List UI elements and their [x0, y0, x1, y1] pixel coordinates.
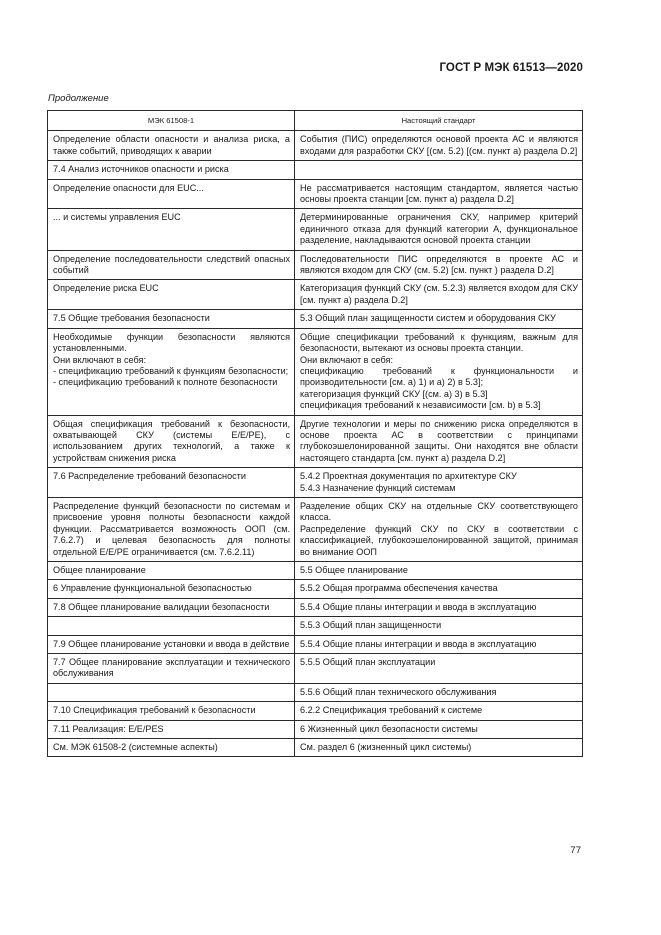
iec-cell: Определение риска EUC — [48, 280, 295, 310]
iec-cell: Необходимые функции безопасности являются установленными. Они включают в себя: - спецификацию требований к функциям безопасности; - спецификацию требований к полноте безопасности — [48, 328, 295, 415]
iec-cell: 7.9 Общее планирование установки и ввода в действие — [48, 635, 295, 653]
standard-cell: Общие спецификации требований к функциям, важным для безопасности, вытекают из основы проекта станции. Они включают в себя: спецификацию требований к функциональности и производительности [см. а) 1) и а) 2) в 5.3]; категоризация функций СКУ [(см. а) 3) в 5.3] спецификация требований к независимости [см. b) в 5.3] — [295, 328, 583, 415]
table-row — [48, 702, 583, 720]
standard-cell: Категоризация функций СКУ (см. 5.2.3) является входом для СКУ [см. пункт а) раздела D.2] — [295, 280, 583, 310]
table-row — [48, 562, 583, 580]
standard-cell: Другие технологии и меры по снижению риска определяются в основе проекта АС в соответствии с принципами глубокоэшелонированной защиты. Они находятся вне области настоящего стандарта [см. пункт а) раздела D.2] — [295, 415, 583, 468]
standard-cell: 6 Жизненный цикл безопасности системы — [295, 720, 583, 738]
iec-cell: Распределение функций безопасности по системам и присвоение уровня полноты безопасности каждой функции. Рассматривается возможность ООП (см. 7.6.2.7) и целевая безопасность для полноты отдельной E/E/PE ограничивается (см. 7.6.2.11) — [48, 497, 295, 561]
table-row — [48, 635, 583, 653]
standard-cell: 5.5 Общее планирование — [295, 562, 583, 580]
table-row — [48, 497, 583, 561]
iec-cell: 7.5 Общие требования безопасности — [48, 310, 295, 328]
continuation-label: Продолжение — [48, 93, 109, 104]
iec-cell — [48, 683, 295, 701]
iec-cell — [48, 617, 295, 635]
table-row — [48, 179, 583, 209]
iec-cell: ... и системы управления EUC — [48, 209, 295, 250]
iec-cell: Общее планирование — [48, 562, 295, 580]
standard-cell — [295, 161, 583, 179]
table-row — [48, 310, 583, 328]
table-row — [48, 683, 583, 701]
page-number: 77 — [570, 845, 581, 856]
comparison-table — [47, 110, 583, 757]
standard-cell: События (ПИС) определяются основой проекта АС и являются входами для разработки СКУ [(см. 5.2) [(см. пункт а) раздела D.2] — [295, 131, 583, 161]
table-header-row — [48, 111, 583, 131]
standard-cell: Разделение общих СКУ на отдельные СКУ соответствующего класса. Распределение функций СКУ по СКУ в соответствии с классификацией, глубокоэшелонированной защитой, принимая во внимание ООП — [295, 497, 583, 561]
table-row — [48, 209, 583, 250]
iec-cell: 7.7 Общее планирование эксплуатации и технического обслуживания — [48, 654, 295, 684]
iec-cell: См. МЭК 61508-2 (системные аспекты) — [48, 739, 295, 757]
table-row — [48, 580, 583, 598]
iec-cell: 7.6 Распределение требований безопасности — [48, 468, 295, 498]
table-row — [48, 720, 583, 738]
document-header: ГОСТ Р МЭК 61513—2020 — [439, 62, 583, 74]
table-row — [48, 161, 583, 179]
iec-cell: Определение области опасности и анализа риска, а также событий, приводящих к аварии — [48, 131, 295, 161]
standard-cell: 5.5.2 Общая программа обеспечения качества — [295, 580, 583, 598]
standard-cell: Детерминированные ограничения СКУ, например критерий единичного отказа для функций категории А, функциональное разделение, накладываются основой проекта станции — [295, 209, 583, 250]
table-row — [48, 739, 583, 757]
standard-cell: 5.5.6 Общий план технического обслуживания — [295, 683, 583, 701]
standard-cell: См. раздел 6 (жизненный цикл системы) — [295, 739, 583, 757]
standard-cell: 5.3 Общий план защищенности систем и оборудования СКУ — [295, 310, 583, 328]
standard-cell: 5.5.5 Общий план эксплуатации — [295, 654, 583, 684]
iec-cell: 7.10 Спецификация требований к безопасности — [48, 702, 295, 720]
iec-cell: 6 Управление функциональной безопасностью — [48, 580, 295, 598]
iec-cell: 7.4 Анализ источников опасности и риска — [48, 161, 295, 179]
standard-cell: 5.5.4 Общие планы интеграции и ввода в эксплуатацию — [295, 635, 583, 653]
iec-cell: 7.8 Общее планирование валидации безопасности — [48, 598, 295, 616]
table-row — [48, 598, 583, 616]
standard-cell: 5.5.3 Общий план защищенности — [295, 617, 583, 635]
table-row — [48, 415, 583, 468]
standard-cell: 5.4.2 Проектная документация по архитектуре СКУ 5.4.3 Назначение функций системам — [295, 468, 583, 498]
table-row — [48, 328, 583, 415]
column-header-iec: МЭК 61508-1 — [48, 111, 295, 131]
standard-cell: Последовательности ПИС определяются в проекте АС и являются входом для СКУ (см. 5.2) [см. пункт ) раздела D.2] — [295, 250, 583, 280]
standard-cell: Не рассматривается настоящим стандартом, является частью основы проекта станции [см. пункт а) раздела D.2] — [295, 179, 583, 209]
standard-cell: 6.2.2 Спецификация требований к системе — [295, 702, 583, 720]
iec-cell: Определение опасности для EUC... — [48, 179, 295, 209]
iec-cell: Общая спецификация требований к безопасности, охватывающей СКУ (системы E/E/PE), с использованием других технологий, а также к устройствам снижения риска — [48, 415, 295, 468]
table-row — [48, 250, 583, 280]
iec-cell: Определение последовательности следствий опасных событий — [48, 250, 295, 280]
table-row — [48, 280, 583, 310]
table-row — [48, 654, 583, 684]
standard-cell: 5.5.4 Общие планы интеграции и ввода в эксплуатацию — [295, 598, 583, 616]
table-row — [48, 131, 583, 161]
table-row — [48, 617, 583, 635]
table-row — [48, 468, 583, 498]
column-header-standard: Настоящий стандарт — [295, 111, 583, 131]
iec-cell: 7.11 Реализация: E/E/PES — [48, 720, 295, 738]
